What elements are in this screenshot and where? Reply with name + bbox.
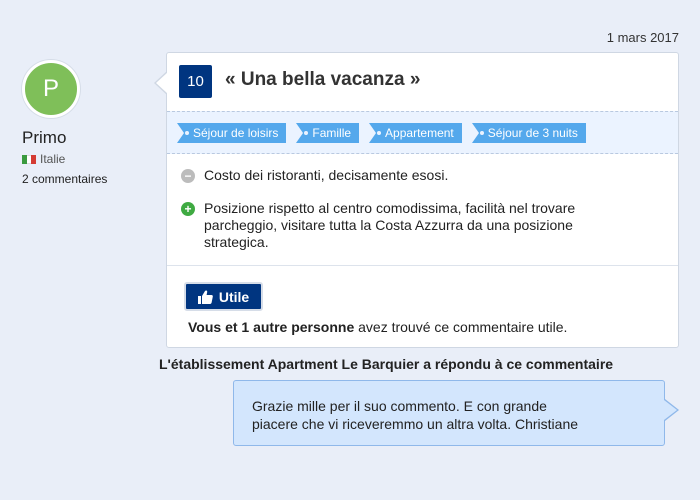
reviewer-country: [22, 152, 162, 166]
review-card: [166, 52, 679, 348]
helpful-people: Vous et 1 autre personne: [188, 319, 355, 335]
useful-label: Utile: [218, 288, 250, 305]
reviewer-name: Primo: [22, 128, 67, 147]
tag-item: Séjour de 3 nuits: [472, 123, 586, 143]
helpful-count: [188, 319, 567, 335]
review-date: 1 mars 2017: [606, 30, 679, 45]
response-text: Grazie mille per il suo commento. E con grande piacere che vi riceveremmo un altra volta. Christiane: [252, 398, 579, 432]
tag-list: [167, 111, 678, 154]
tag-item: Appartement: [369, 123, 462, 143]
plus-icon: +: [181, 202, 195, 216]
country-label: Italie: [40, 152, 66, 166]
reviewer-info: [22, 60, 162, 186]
minus-icon: −: [181, 169, 195, 183]
avatar: P: [22, 60, 80, 118]
tag-item: Séjour de loisirs: [177, 123, 286, 143]
score-badge: 10: [179, 65, 212, 98]
thumbs-up-icon: [198, 290, 213, 304]
property-response: [233, 380, 665, 446]
useful-button[interactable]: [184, 282, 263, 311]
tag-item: Famille: [296, 123, 359, 143]
divider: [167, 265, 678, 266]
review-title: « Una bella vacanza »: [225, 69, 421, 90]
comments-count: 2 commentaires: [22, 172, 108, 186]
negative-comment: [181, 167, 448, 184]
positive-text: Posizione rispetto al centro comodissima, facilità nel trovare parcheggio, visitare tutta la Costa Azzurra da una posizione strategica.: [204, 200, 576, 250]
italy-flag-icon: [22, 155, 36, 164]
negative-text: Costo dei ristoranti, decisamente esosi.: [204, 167, 449, 183]
response-heading: L'établissement Apartment Le Barquier a répondu à ce commentaire: [159, 356, 614, 372]
helpful-rest: avez trouvé ce commentaire utile.: [354, 319, 568, 335]
positive-comment: [181, 200, 641, 251]
